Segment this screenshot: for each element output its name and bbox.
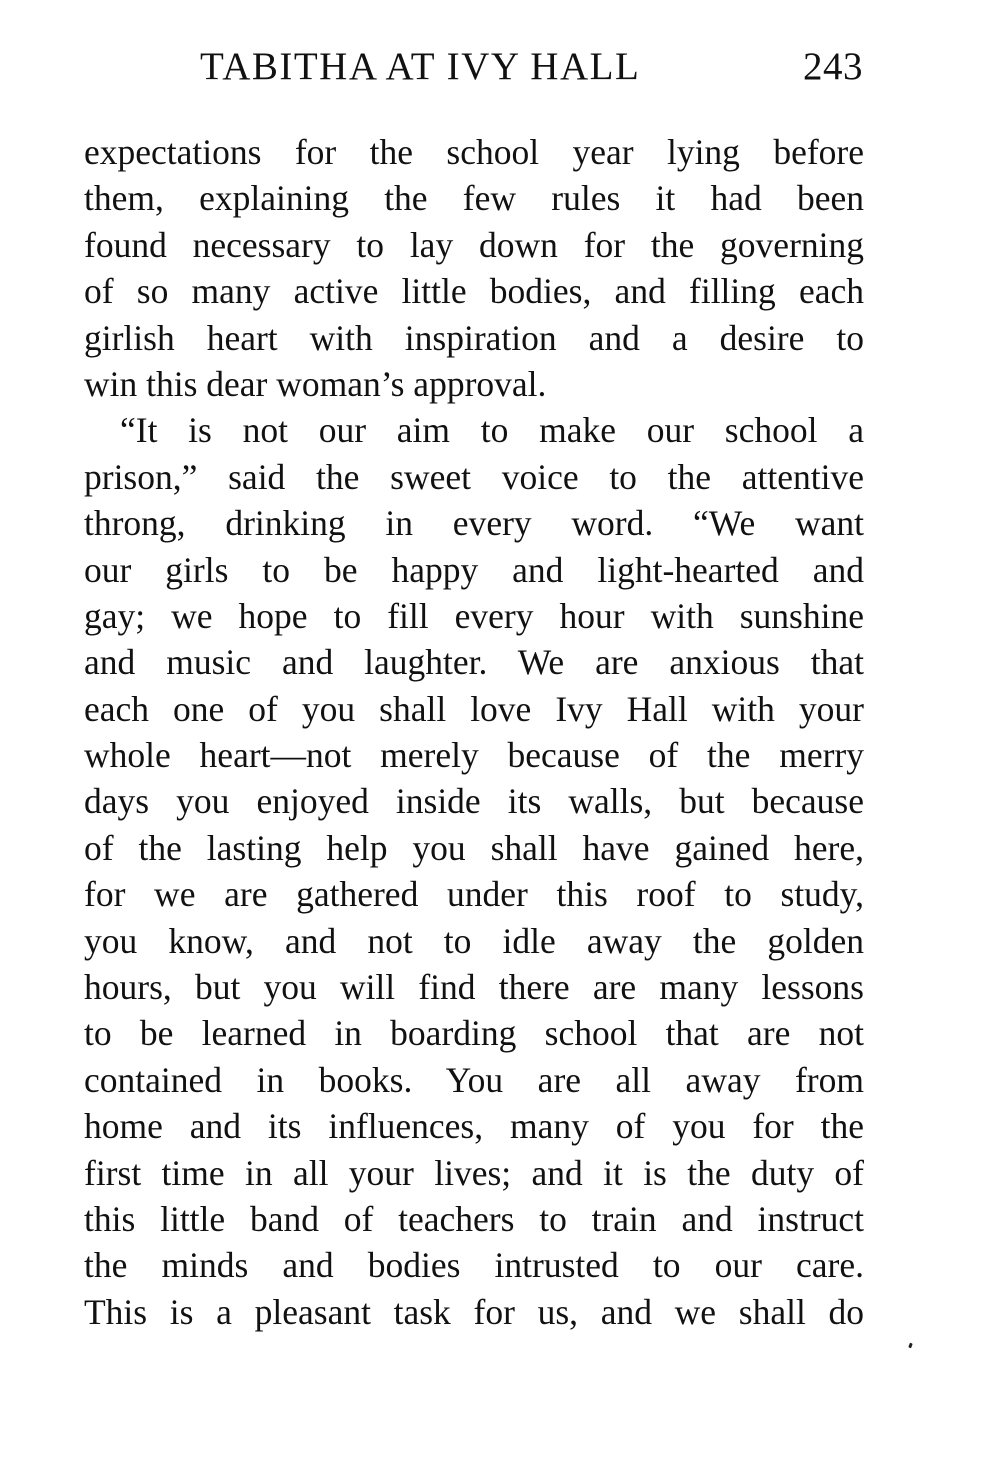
text-line: This is a pleasant task for us, and we shall do	[84, 1291, 864, 1332]
text-line: contained in books. You are all away from	[84, 1059, 864, 1100]
paragraph-start-line: “It is not our aim to make our school a	[120, 410, 864, 451]
text-line: to be learned in boarding school that are not	[84, 1013, 864, 1054]
text-line: girlish heart with inspiration and a desire to	[84, 317, 864, 358]
text-line: of the lasting help you shall have gained here,	[84, 827, 864, 868]
scan-speck	[908, 1343, 913, 1349]
body-text	[84, 129, 864, 1335]
text-line: first time in all your lives; and it is the duty of	[84, 1152, 864, 1193]
text-line: whole heart—not merely because of the merry	[84, 735, 864, 776]
text-line: our girls to be happy and light-hearted and	[84, 549, 864, 590]
text-line: days you enjoyed inside its walls, but because	[84, 781, 864, 822]
text-line: and music and laughter. We are anxious that	[84, 642, 864, 683]
text-line: you know, and not to idle away the golden	[84, 920, 864, 961]
text-line: expectations for the school year lying before	[84, 132, 864, 172]
paragraph-end-line: win this dear woman’s approval.	[84, 363, 547, 404]
text-line: prison,” said the sweet voice to the attentive	[84, 456, 864, 497]
text-line: home and its influences, many of you for the	[84, 1106, 864, 1147]
text-line: for we are gathered under this roof to study,	[84, 874, 864, 915]
text-line: hours, but you will find there are many lessons	[84, 967, 864, 1008]
text-line: this little band of teachers to train and instruct	[84, 1198, 864, 1239]
chapter-title: TABITHA AT IVY HALL	[200, 45, 641, 88]
text-line: of so many active little bodies, and filling each	[84, 271, 864, 312]
text-line: the minds and bodies intrusted to our care.	[84, 1245, 864, 1286]
text-line: found necessary to lay down for the governing	[84, 224, 864, 265]
text-line: gay; we hope to fill every hour with sunshine	[84, 595, 864, 636]
text-line: throng, drinking in every word. “We want	[84, 503, 864, 544]
running-head	[200, 44, 863, 94]
page-number: 243	[803, 45, 863, 88]
text-line: them, explaining the few rules it had been	[84, 178, 864, 219]
text-line: each one of you shall love Ivy Hall with your	[84, 688, 864, 729]
